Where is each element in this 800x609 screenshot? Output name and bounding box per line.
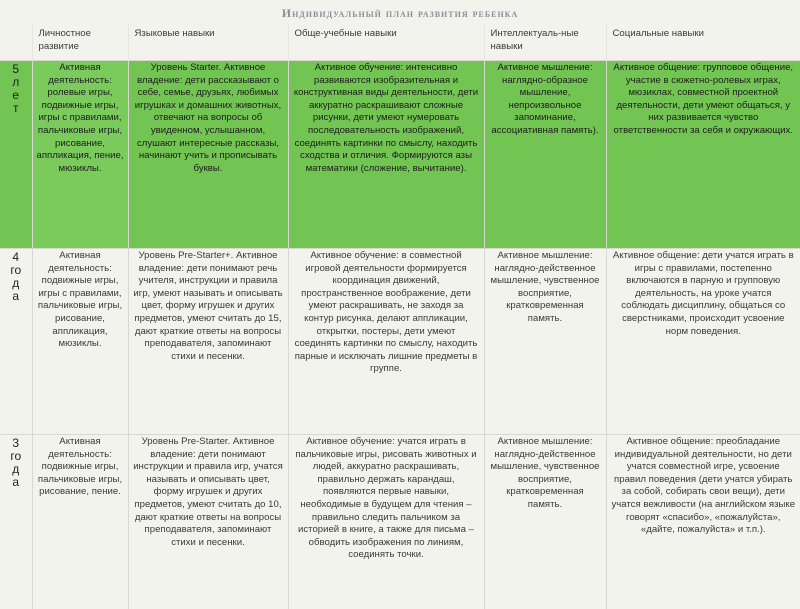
age-char: 3 bbox=[12, 436, 20, 450]
table-cell: Активное мышление: наглядно-образное мышление, непроизвольное запоминание, ассоциативная память). bbox=[484, 61, 606, 249]
page-title: Индивидуальный план развития ребенка bbox=[281, 6, 519, 20]
table-cell: Активное общение: дети учатся играть в игры с правилами, постепенно включаются в парную и групповую деятельность, на уроке учатся соблюдать дисциплину, общаться со сверстниками, происходит усвоение норм поведения. bbox=[606, 249, 800, 435]
age-char: д bbox=[12, 462, 20, 476]
header-personal: Личностное развитие bbox=[32, 24, 128, 61]
table-cell: Активное общение: преобладание индивидуальной деятельности, но дети учатся совместной игре, усвоение правил поведения (дети учатся убирать за собой, собирать свои вещи), дети учатся вежливости (на английском языке говорят «спасибо», «пожалуйста», «дайте, пожалуйста» и т.п.). bbox=[606, 435, 800, 609]
table-cell: Активное мышление: наглядно-действенное мышление, чувственное восприятие, кратковременная память. bbox=[484, 249, 606, 435]
age-char: 4 bbox=[12, 250, 20, 264]
age-char: л bbox=[12, 75, 20, 89]
header-intellectual: Интеллектуаль-ные навыки bbox=[484, 24, 606, 61]
table-cell: Уровень Pre-Starter. Активное владение: дети понимают инструкции и правила игр, учатся называть и описывать цвет, форму игрушек и других предметов, умеют считать до 10, дают краткие ответы на вопросы преподавателя, запоминают стихи и песенки. bbox=[128, 435, 288, 609]
table-cell: Уровень Starter. Активное владение: дети рассказывают о себе, семье, друзьях, любимых игрушках и домашних животных, отвечают на вопросы об увиденном, услышанном, слушают интересные рассказы, начинают учить и прописывать буквы. bbox=[128, 61, 288, 249]
table-cell: Активное общение: групповое общение, участие в сюжетно-ролевых играх, мюзиклах, совместной проектной деятельности, дети умеют общаться, у них развивается чувство ответственности за себя и окружающих. bbox=[606, 61, 800, 249]
age-char: е bbox=[12, 88, 20, 102]
header-general-learning: Обще-учебные навыки bbox=[288, 24, 484, 61]
table-cell: Активное обучение: интенсивно развиваются изобразительная и конструктивная виды деятельности, дети аккуратно раскрашивают сложные рисунки, дети умеют нумеровать последовательность изображений, соединять картинки по смыслу, находить сходства и отличия. Формируются азы математики (сложение, вычитание). bbox=[288, 61, 484, 249]
table-cell: Активное обучение: учатся играть в пальчиковые игры, рисовать животных и людей, аккуратно раскрашивать, правильно держать карандаш, появляются первые навыки, необходимые в будущем для чтения – правильно следить пальчиком за историей в книге, а также для письма – обводить изображения по линиям, соединять точки. bbox=[288, 435, 484, 609]
age-cell bbox=[0, 435, 32, 609]
age-char: го bbox=[10, 263, 22, 277]
age-char: а bbox=[12, 289, 20, 303]
age-char: го bbox=[10, 449, 22, 463]
table-cell: Активная деятельность: ролевые игры, подвижные игры, игры с правилами, пальчиковые игры, рисование, аппликация, пение, мюзиклы. bbox=[32, 61, 128, 249]
age-cell bbox=[0, 249, 32, 435]
table-row bbox=[0, 61, 800, 249]
table-cell: Активное обучение: в совместной игровой деятельности формируется координация движений, пространственное воображение, дети умеют раскрашивать, не заходя за контур рисунка, делают аппликации, открытки, постеры, дети умеют соединять картинки по смыслу, находить парные и исключать лишние предметы в группе. bbox=[288, 249, 484, 435]
table-cell: Уровень Pre-Starter+. Активное владение: дети понимают речь учителя, инструкции и правила игр, умеют называть и описывать цвет, форму игрушек и других предметов, умеют считать до 15, дают краткие ответы на вопросы преподавателя, запоминают стихи и песенки. bbox=[128, 249, 288, 435]
table-cell: Активная деятельность: подвижные игры, игры с правилами, пальчиковые игры, рисование, аппликация, мюзиклы. bbox=[32, 249, 128, 435]
header-age bbox=[0, 24, 32, 61]
age-char: 5 bbox=[12, 62, 20, 76]
age-char: т bbox=[13, 101, 19, 115]
age-char: д bbox=[12, 276, 20, 290]
header-social: Социальные навыки bbox=[606, 24, 800, 61]
age-char: а bbox=[12, 475, 20, 489]
header-row bbox=[0, 24, 800, 61]
header-language: Языковые навыки bbox=[128, 24, 288, 61]
development-plan-table bbox=[0, 24, 800, 609]
table-cell: Активное мышление: наглядно-действенное мышление, чувственное восприятие, кратковременная память. bbox=[484, 435, 606, 609]
age-cell bbox=[0, 61, 32, 249]
table-row bbox=[0, 249, 800, 435]
table-cell: Активная деятельность: подвижные игры, пальчиковые игры, рисование, пение. bbox=[32, 435, 128, 609]
table-row bbox=[0, 435, 800, 609]
